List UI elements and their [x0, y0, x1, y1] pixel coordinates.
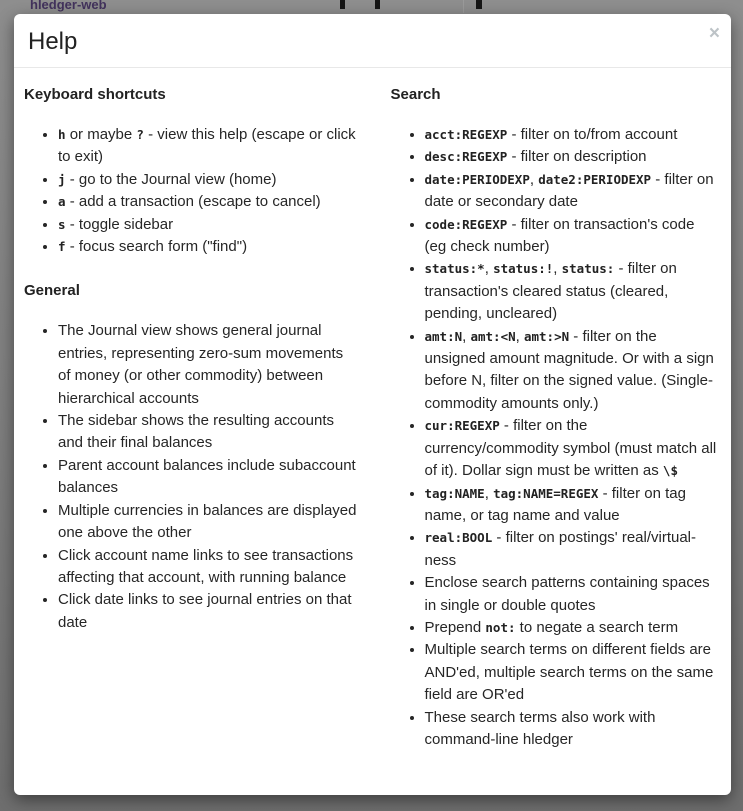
help-list-item: • code:REGEXP - filter on transaction's code (eg check number): [425, 214, 720, 259]
code-token: real:BOOL: [424, 530, 493, 546]
help-list-item: • The sidebar shows the resulting accounts and their final balances: [58, 410, 357, 455]
help-list-item: • date:PERIODEXP, date2:PERIODEXP - filter on date or secondary date: [425, 169, 720, 214]
code-token: code:REGEXP: [424, 216, 508, 232]
help-column-right: [373, 86, 722, 775]
background-table-border: [463, 0, 464, 13]
help-list-item: • Enclose search patterns containing spaces in single or double quotes: [425, 572, 720, 617]
code-token: desc:REGEXP: [424, 149, 508, 165]
help-list-item: • tag:NAME, tag:NAME=REGEX - filter on tag name, or tag name and value: [425, 483, 720, 528]
help-list-item: • h or maybe ? - view this help (escape or click to exit): [58, 124, 357, 169]
code-token: amt:<N: [470, 328, 516, 344]
help-list-item: • Multiple currencies in balances are displayed one above the other: [58, 500, 357, 545]
code-token: date:PERIODEXP: [424, 171, 530, 187]
code-token: tag:NAME=REGEX: [493, 485, 599, 501]
help-list-item: • acct:REGEXP - filter on to/from account: [425, 124, 720, 146]
code-token: amt:N: [424, 328, 463, 344]
help-list-item: • Parent account balances include subaccount balances: [58, 455, 357, 500]
help-list-item: • s - toggle sidebar: [58, 214, 357, 236]
help-list-item: • The Journal view shows general journal entries, representing zero-sum movements of money (or other commodity) between hierarchical accounts: [58, 320, 357, 410]
code-token: \$: [662, 463, 678, 479]
background-heading-fragment: [375, 0, 380, 9]
code-token: cur:REGEXP: [424, 418, 500, 434]
code-token: not:: [485, 619, 516, 635]
code-token: status:!: [493, 261, 554, 277]
modal-header: [14, 14, 731, 68]
help-list: [391, 124, 720, 751]
help-list-item: • real:BOOL - filter on postings' real/virtual-ness: [425, 527, 720, 572]
code-token: h: [58, 127, 66, 142]
help-list-item: • desc:REGEXP - filter on description: [425, 146, 720, 168]
section-heading: General: [24, 282, 80, 300]
code-token: f: [58, 239, 66, 255]
background-heading-fragment: [340, 0, 345, 9]
help-list-item: • Multiple search terms on different fields are AND'ed, multiple search terms on the same field are OR'ed: [425, 639, 720, 706]
code-token: tag:NAME: [424, 485, 485, 501]
close-icon[interactable]: ×: [708, 23, 720, 44]
help-list-item: • a - add a transaction (escape to cancel): [58, 191, 357, 213]
code-token: amt:>N: [523, 328, 570, 344]
code-token: s: [58, 216, 66, 232]
code-token: date2:PERIODEXP: [538, 171, 652, 187]
help-list-item: • amt:N, amt:<N, amt:>N - filter on the unsigned amount magnitude. Or with a sign before N, filter on the signed value. (Single-commodity amounts only.): [425, 326, 720, 416]
modal-title: Help: [28, 28, 78, 55]
code-token: acct:REGEXP: [424, 127, 508, 142]
code-token: ?: [136, 127, 144, 142]
help-list-item: • f - focus search form ("find"): [58, 236, 357, 258]
code-token: j: [58, 171, 66, 187]
section-heading: Search: [390, 86, 441, 103]
modal-body: [14, 68, 731, 795]
code-token: status:*: [424, 261, 485, 277]
help-list-item: • Click date links to see journal entries on that date: [58, 589, 357, 634]
help-list-item: • Prepend not: to negate a search term: [425, 617, 720, 639]
help-list: [24, 124, 357, 258]
code-token: status:: [561, 261, 615, 277]
background-heading-fragment: [476, 0, 482, 9]
help-list: [24, 320, 357, 634]
code-token: a: [58, 194, 66, 210]
help-column-left: [24, 86, 373, 775]
help-modal: [14, 14, 731, 795]
help-list-item: • status:*, status:!, status: - filter on transaction's cleared status (cleared, pending, uncleared): [425, 258, 720, 325]
help-list-item: • Click account name links to see transactions affecting that account, with running balance: [58, 545, 357, 590]
background-page-link: hledger-web: [30, 0, 107, 12]
help-list-item: • These search terms also work with command-line hledger: [425, 707, 720, 752]
help-list-item: • cur:REGEXP - filter on the currency/commodity symbol (must match all of it). Dollar sign must be written as \$: [425, 415, 720, 482]
section-heading: Keyboard shortcuts: [24, 86, 166, 103]
help-list-item: • j - go to the Journal view (home): [58, 169, 357, 191]
